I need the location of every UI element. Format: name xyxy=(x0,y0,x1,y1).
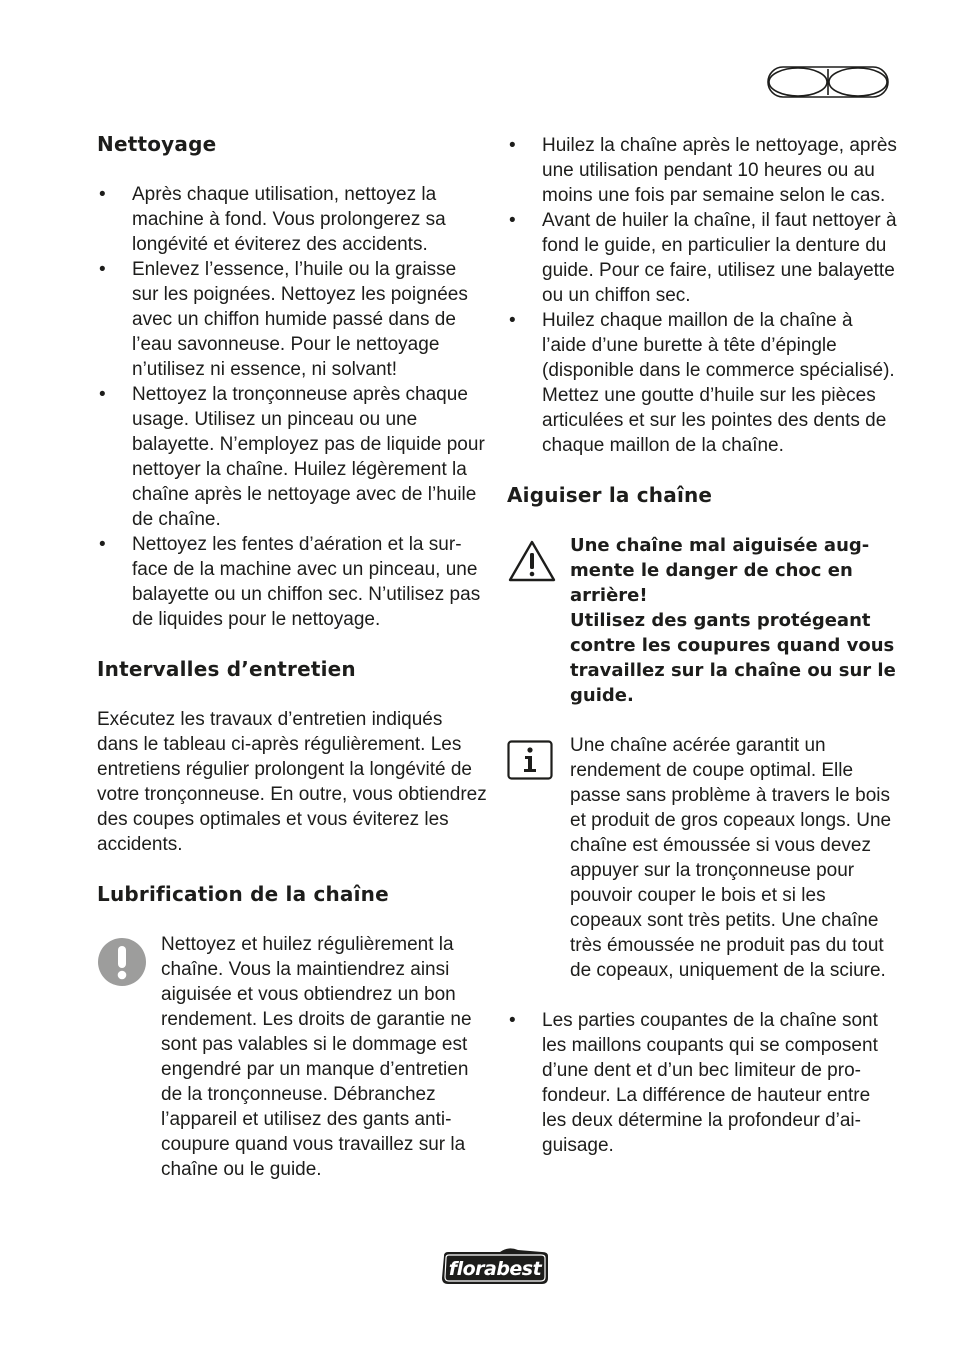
info-text: Une chaîne acérée garantit un rendement de coupe optimal. Elle passe sans problème à travers le bois et produit de gros copeaux longs. Une chaîne est émoussée si vous devez appuyer sur la tronçonneuse pour pouvoir couper le bois et si les copeaux sont très petits. Une chaîne très émoussée ne produit pas du tout de copeaux, uniquement de la sciure. xyxy=(570,735,892,981)
left-column xyxy=(97,130,487,1182)
section-nettoyage xyxy=(97,132,487,632)
warning-text-2: Utilisez des gants protégeant contre les coupures quand vous travaillez sur la chaîne ou sur le guide. xyxy=(570,610,896,706)
language-badge-icon xyxy=(767,66,889,98)
lubrification-notice-text: Nettoyez et huilez régulièrement la chaîne. Vous la maintiendrez ainsi aiguisée et vous obtiendrez un bon rendement. Les droits de garantie ne sont pas valables si le dommage est engendré par un manque d’entretien de la tronçonneuse. Débranchez l’appareil et utilisez des gants anti-coupure quand vous travaillez sur la chaîne ou le guide. xyxy=(161,934,472,1180)
heading-lubrification: Lubrification de la chaîne xyxy=(97,882,389,906)
list-item: • Nettoyez la tronçonneuse après chaque usage. Utilisez un pinceau ou une balayette. N’employez pas de liquide pour nettoyer la chaîne. Huilez légèrement la chaîne après le nettoyage avec de l’huile de chaîne. xyxy=(97,382,487,532)
list-item: • Huilez la chaîne après le nettoyage, après une utilisation pendant 10 heures ou au moins une fois par semaine selon le cas. xyxy=(507,133,897,208)
list-item: • Enlevez l’essence, l’huile ou la graisse sur les poignées. Nettoyez les poignées avec un chiffon humide passé dans de l’eau savonneuse. Pour le nettoyage n’utilisez ni essence, ni solvant! xyxy=(97,257,487,382)
list-item: • Huilez chaque maillon de la chaîne à l’aide d’une burette à tête d’épingle (disponible dans le commerce spécialisé). Mettez une goutte d’huile sur les pièces articulées et sur les pointes des dents de chaque maillon de la chaîne. xyxy=(507,308,897,458)
logo-text: florabest xyxy=(448,1258,542,1280)
exclamation-circle-icon xyxy=(97,937,147,987)
list-item: • Avant de huiler la chaîne, il faut nettoyer à fond le guide, en particulier la denture du guide. Pour ce faire, utilisez une balayette ou un chiffon sec. xyxy=(507,208,897,308)
aiguiser-info xyxy=(507,733,897,983)
heading-aiguiser: Aiguiser la chaîne xyxy=(507,483,713,507)
oiling-list xyxy=(507,133,897,458)
lubrification-notice xyxy=(97,932,487,1182)
heading-nettoyage: Nettoyage xyxy=(97,132,217,156)
warning-triangle-icon xyxy=(507,539,557,583)
info-box-icon xyxy=(507,740,553,780)
list-item: • Les parties coupantes de la chaîne sont les maillons coupants qui se composent d’une dent et d’un bec limiteur de profondeur. La différence de hauteur entre les deux détermine la profondeur d’aiguisage. xyxy=(507,1008,897,1158)
section-intervalles xyxy=(97,657,487,857)
heading-intervalles: Intervalles d’entretien xyxy=(97,657,356,681)
aiguiser-list xyxy=(507,1008,897,1158)
intervalles-text: Exécutez les travaux d’entretien indiqués dans le tableau ci-après régulièrement. Les entretiens régulier prolongent la longévité de votre tronçonneuse. En outre, vous obtiendrez des coupes optimales et vous éviterez les accidents. xyxy=(97,709,487,855)
aiguiser-warning xyxy=(507,533,897,708)
section-lubrification xyxy=(97,882,487,1182)
list-item: • Après chaque utilisation, nettoyez la machine à fond. Vous prolongerez sa longévité et éviterez des accidents. xyxy=(97,182,487,257)
section-aiguiser xyxy=(507,483,897,1158)
list-item: • Nettoyez les fentes d’aération et la surface de la machine avec un pinceau, une balayette ou un chiffon sec. N’utilisez pas de liquides pour le nettoyage. xyxy=(97,532,487,632)
warning-text-1: Une chaîne mal aiguisée augmente le danger de choc en arrière! xyxy=(570,535,870,606)
nettoyage-list xyxy=(97,182,487,632)
florabest-logo xyxy=(438,1244,552,1288)
right-column xyxy=(507,130,897,1158)
